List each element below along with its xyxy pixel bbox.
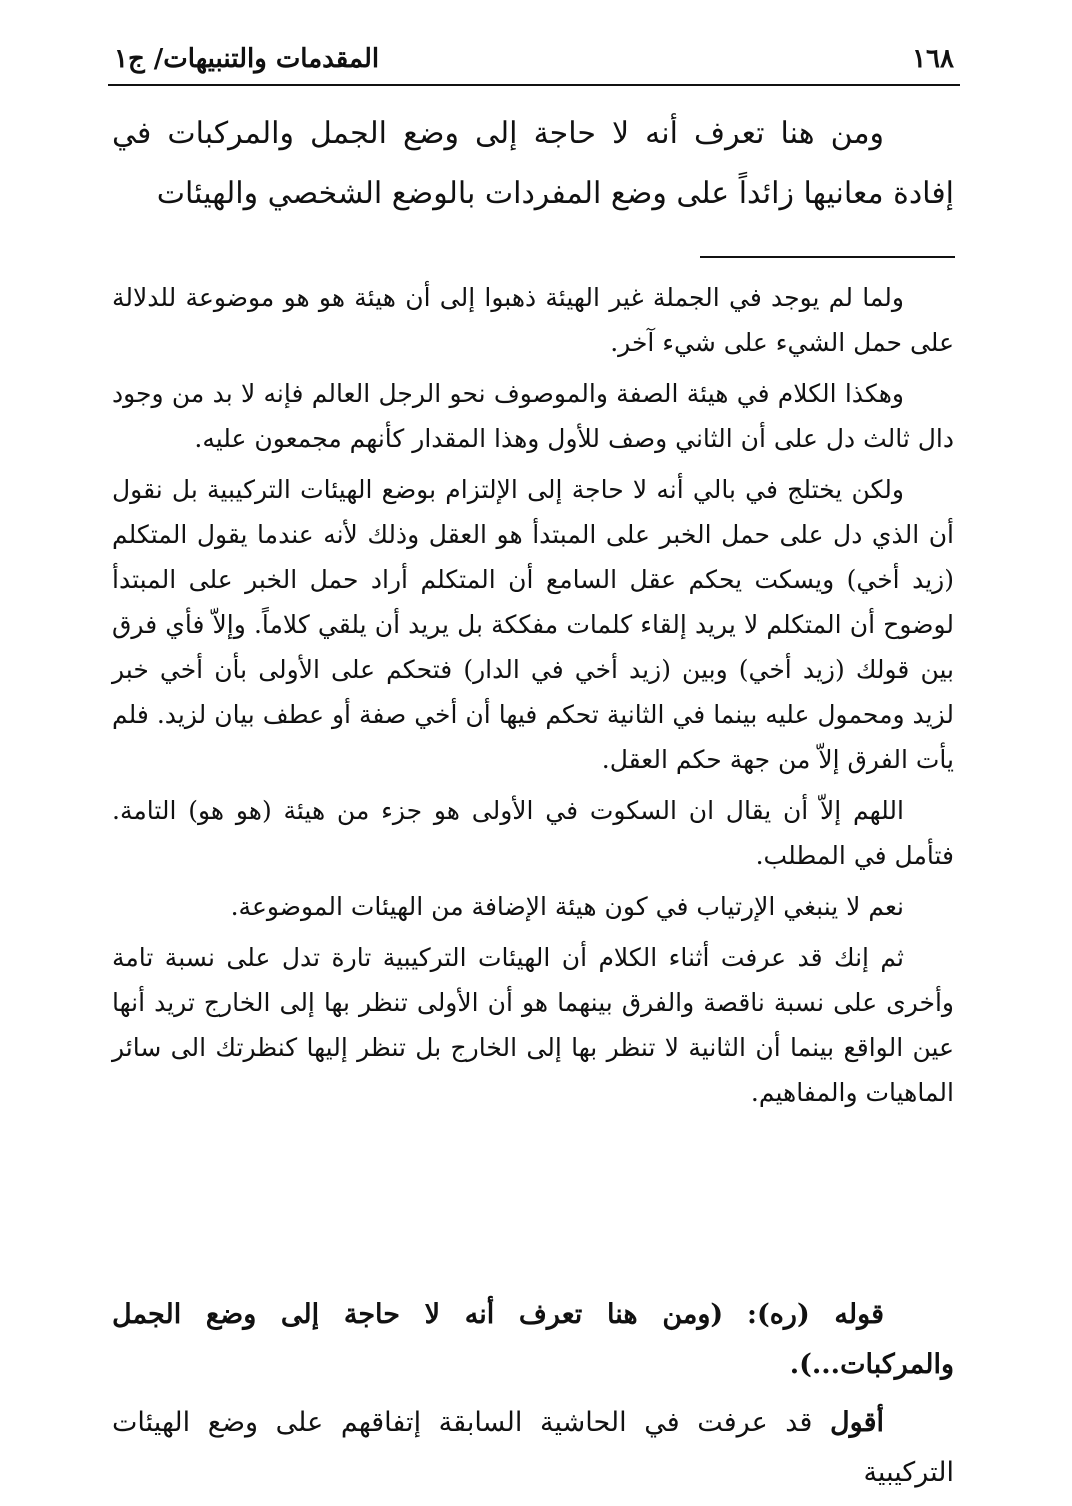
quote-label: قوله (ره): <box>747 1299 884 1330</box>
reply-label: أقول <box>830 1407 884 1438</box>
quote-text: (ومن هنا تعرف أنه لا حاجة إلى وضع الجمل والمركبات...). <box>112 1299 954 1380</box>
footnotes-section <box>112 275 954 1121</box>
footnote-paragraph: ولما لم يوجد في الجملة غير الهيئة ذهبوا إلى أن هيئة هو هو موضوعة للدلالة على حمل الشيء على شيء آخر. <box>112 283 954 357</box>
page-header <box>108 40 960 86</box>
commentary-reply <box>112 1398 954 1498</box>
commentary-section <box>112 1290 954 1506</box>
footnote-paragraph: وهكذا الكلام في هيئة الصفة والموصوف نحو الرجل العالم فإنه لا بد من وجود دال ثالث دل على أن الثاني وصف للأول وهذا المقدار كأنهم مجمعون عليه. <box>112 379 954 453</box>
footnote-separator <box>700 256 955 258</box>
commentary-quote <box>112 1290 954 1390</box>
page-number: ١٦٨ <box>912 44 954 74</box>
footnote-paragraph: اللهم إلاّ أن يقال ان السكوت في الأولى هو جزء من هيئة (هو هو) التامة. فتأمل في المطلب. <box>112 796 954 870</box>
footnote-paragraph: نعم لا ينبغي الإرتياب في كون هيئة الإضافة من الهيئات الموضوعة. <box>230 892 904 921</box>
reply-text: قد عرفت في الحاشية السابقة إتفاقهم على وضع الهيئات التركيبية <box>112 1407 954 1488</box>
main-text-paragraph: ومن هنا تعرف أنه لا حاجة إلى وضع الجمل والمركبات في إفادة معانيها زائداً على وضع المفردات بالوضع الشخصي والهيئات <box>112 116 954 211</box>
footnote-paragraph: ثم إنك قد عرفت أثناء الكلام أن الهيئات التركيبية تارة تدل على نسبة تامة وأخرى على نسبة ناقصة والفرق بينهما هو أن الأولى تنظر بها إلى الخارج تريد أنها عين الواقع بينما أن الثانية لا تنظر بها إلى الخارج بل تنظر إليها كنظرتك الى سائر الماهيات والمفاهيم. <box>112 943 954 1107</box>
footnote-paragraph: ولكن يختلج في بالي أنه لا حاجة إلى الإلتزام بوضع الهيئات التركيبية بل نقول أن الذي دل على حمل الخبر على المبتدأ هو العقل وذلك لأنه عندما يقول المتكلم (زيد أخي) ويسكت يحكم عقل السامع أن المتكلم أراد حمل الخبر على المبتدأ لوضوح أن المتكلم لا يريد إلقاء كلمات مفككة بل يريد أن يلقي كلاماً. وإلاّ فأي فرق بين قولك (زيد أخي) وبين (زيد أخي في الدار) فتحكم على الأولى بأن أخي خبر لزيد ومحمول عليه بينما في الثانية تحكم فيها أن أخي صفة أو عطف بيان لزيد. فلم يأت الفرق إلاّ من جهة حكم العقل. <box>112 475 954 774</box>
running-title: المقدمات والتنبيهات/ ج١ <box>114 44 380 74</box>
